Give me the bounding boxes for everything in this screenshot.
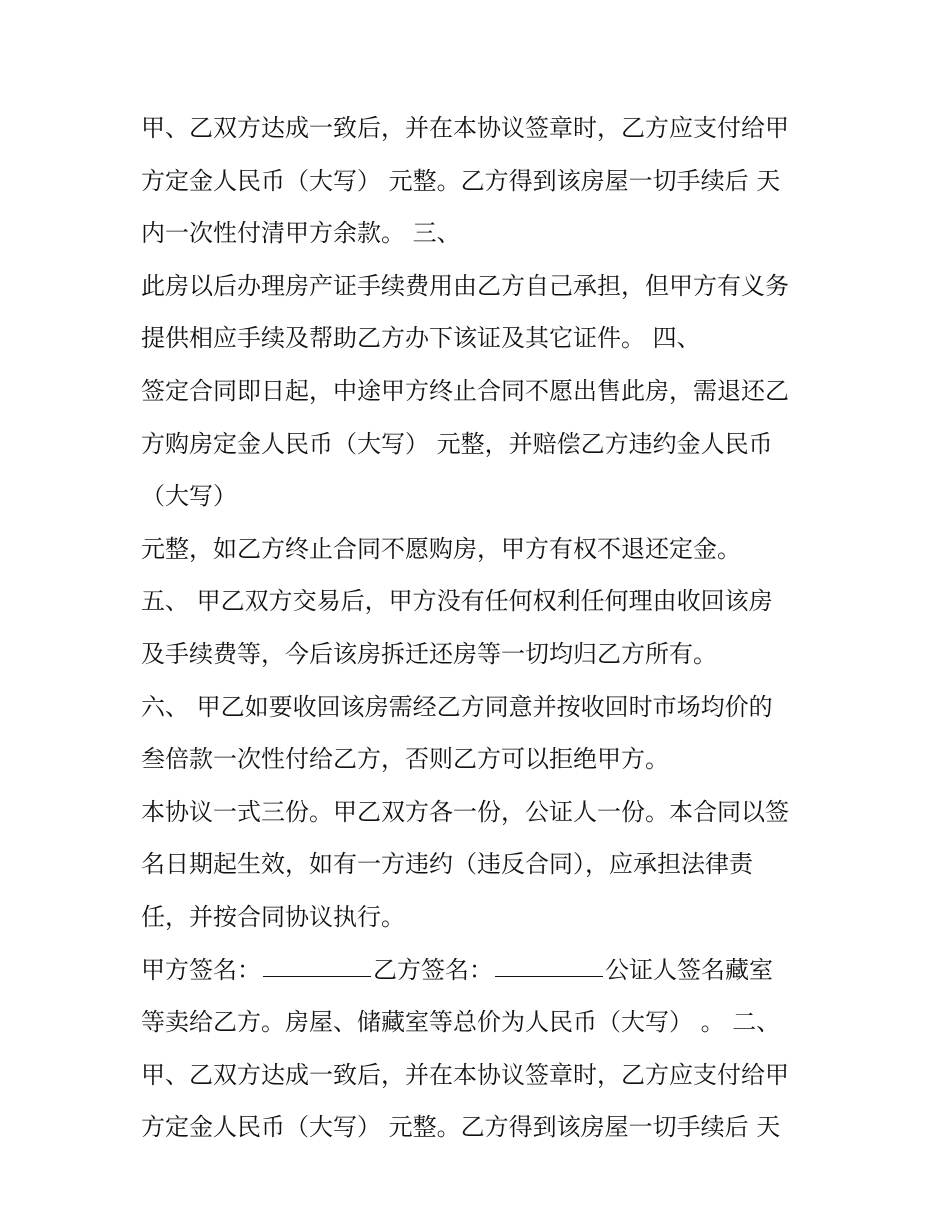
contract-line: 任，并按合同协议执行。 xyxy=(141,902,405,931)
party-b-signature-blank xyxy=(495,944,603,977)
contract-line: 此房以后办理房产证手续费用由乙方自己承担，但甲方有义务 xyxy=(141,271,789,300)
contract-line: 内一次性付清甲方余款。 三、 xyxy=(141,219,461,248)
contract-line: 本协议一式三份。甲乙双方各一份，公证人一份。本合同以签 xyxy=(141,797,789,826)
contract-line: 及手续费等，今后该房拆迁还房等一切均归乙方所有。 xyxy=(141,639,717,668)
contract-line: 六、 甲乙如要收回该房需经乙方同意并按收回时市场均价的 xyxy=(141,692,773,721)
contract-line: （大写） xyxy=(141,482,237,511)
contract-line: 名日期起生效，如有一方违约（违反合同），应承担法律责 xyxy=(141,850,753,879)
party-b-signature-label: 乙方签名： xyxy=(373,955,493,984)
contract-line: 提供相应手续及帮助乙方办下该证及其它证件。 四、 xyxy=(141,324,701,353)
contract-line: 甲、乙双方达成一致后，并在本协议签章时，乙方应支付给甲 xyxy=(141,114,789,142)
contract-line: 甲、乙双方达成一致后，并在本协议签章时，乙方应支付给甲 xyxy=(141,1060,789,1089)
party-a-signature-label: 甲方签名： xyxy=(141,955,261,984)
contract-line: 方购房定金人民币（大写） 元整，并赔偿乙方违约金人民币 xyxy=(141,429,773,458)
contract-line: 签定合同即日起，中途甲方终止合同不愿出售此房，需退还乙 xyxy=(141,376,789,405)
contract-line: 元整，如乙方终止合同不愿购房，甲方有权不退还定金。 xyxy=(141,534,741,563)
notary-signature-label: 公证人签名藏室 xyxy=(605,955,773,984)
signature-line xyxy=(141,944,821,997)
contract-line: 方定金人民币（大写） 元整。乙方得到该房屋一切手续后 天 xyxy=(141,1113,781,1142)
contract-line: 叁倍款一次性付给乙方，否则乙方可以拒绝甲方。 xyxy=(141,745,669,774)
contract-body xyxy=(141,102,821,1154)
contract-line: 五、 甲乙双方交易后，甲方没有任何权利任何理由收回该房 xyxy=(141,587,773,616)
contract-line: 方定金人民币（大写） 元整。乙方得到该房屋一切手续后 天 xyxy=(141,166,781,195)
contract-line: 等卖给乙方。房屋、储藏室等总价为人民币（大写） 。 二、 xyxy=(141,1008,781,1037)
party-a-signature-blank xyxy=(263,944,371,977)
